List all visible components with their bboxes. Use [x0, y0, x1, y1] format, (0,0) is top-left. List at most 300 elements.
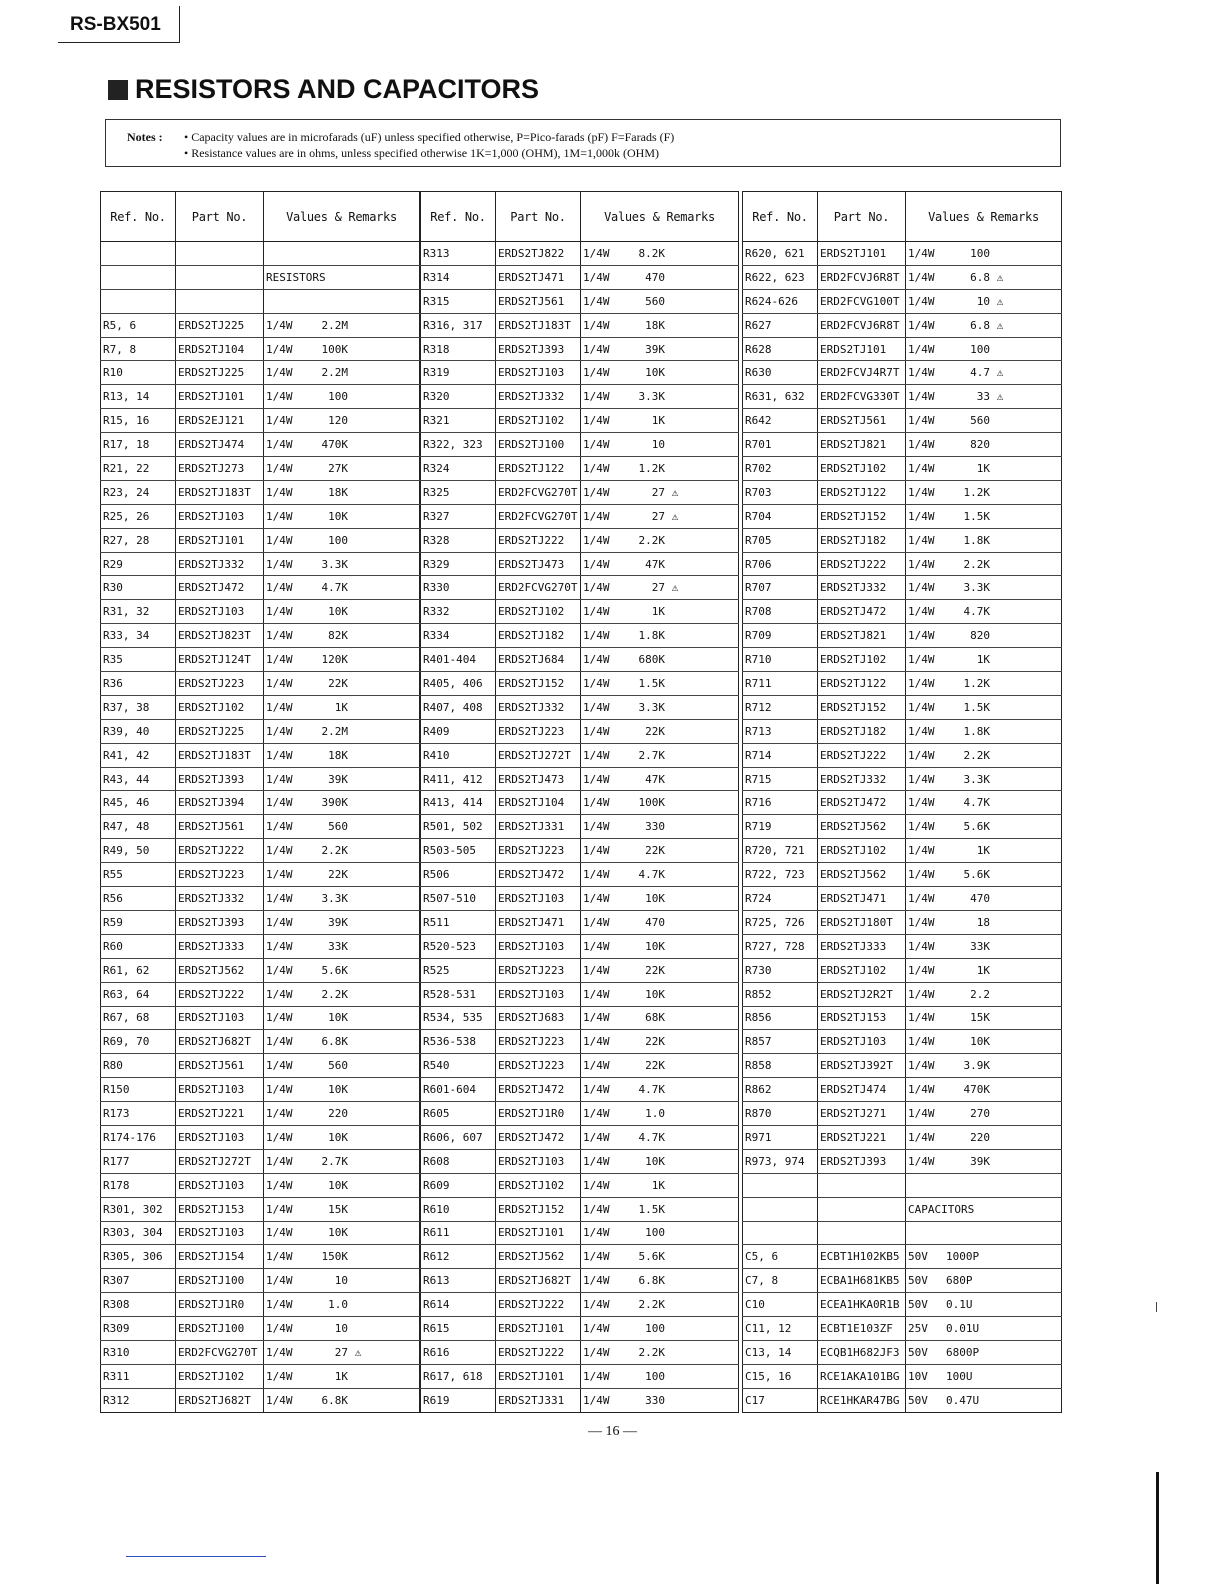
- part-no-cell: ERDS2TJ223: [176, 863, 264, 887]
- ref-no-cell: R409: [421, 719, 496, 743]
- values-cell: [581, 1078, 739, 1102]
- values-cell: [906, 791, 1062, 815]
- table-row: [743, 791, 1062, 815]
- part-no-cell: ERDS2TJ271: [818, 1102, 906, 1126]
- values-cell: [906, 1197, 1062, 1221]
- rating-value: 1/4W: [908, 796, 935, 810]
- rating-value: 1/4W: [583, 438, 610, 452]
- group-heading: RESISTORS: [266, 270, 326, 284]
- rating-value: 1/4W: [266, 1107, 293, 1120]
- table-row: [421, 1245, 739, 1269]
- table-row: [101, 1293, 420, 1317]
- values-cell: [581, 409, 739, 433]
- part-no-cell: ERDS2TJ332: [818, 767, 906, 791]
- component-value: 1.5K: [963, 509, 990, 523]
- values-cell: [906, 576, 1062, 600]
- ref-no-cell: R622, 623: [743, 265, 818, 289]
- values-cell: [906, 1317, 1062, 1341]
- rating-value: 1/4W: [908, 748, 935, 762]
- ref-no-cell: [743, 1173, 818, 1197]
- rating-value: 1/4W: [908, 246, 935, 260]
- rating-value: 1/4W: [266, 1059, 293, 1073]
- ref-no-cell: R730: [743, 958, 818, 982]
- part-no-cell: ERDS2TJ102: [496, 409, 581, 433]
- values-cell: [264, 1388, 420, 1412]
- component-value: 1K: [651, 605, 665, 619]
- rating-value: 1/4W: [583, 1154, 610, 1168]
- component-value: 220: [970, 1130, 990, 1144]
- part-no-cell: ERDS2TJ101: [496, 1364, 581, 1388]
- table-row: [101, 600, 420, 624]
- table-row: [421, 576, 739, 600]
- ref-no-cell: C10: [743, 1293, 818, 1317]
- values-cell: [906, 1173, 1062, 1197]
- part-no-cell: ERDS2TJ682T: [176, 1388, 264, 1412]
- values-cell: [906, 982, 1062, 1006]
- values-cell: [581, 934, 739, 958]
- rating-value: 1/4W: [908, 653, 935, 667]
- component-value: 1.0: [645, 1107, 665, 1120]
- rating-value: 1/4W: [266, 963, 293, 977]
- component-value: 150K: [321, 1250, 348, 1264]
- component-value: 2.2K: [321, 987, 348, 1001]
- component-value: 22K: [328, 868, 348, 882]
- table-row: [421, 385, 739, 409]
- part-no-cell: ERDS2TJ561: [176, 1054, 264, 1078]
- values-cell: [906, 409, 1062, 433]
- component-value: 2.2K: [963, 557, 990, 571]
- ref-no-cell: R503-505: [421, 839, 496, 863]
- part-no-cell: ERDS2TJ223: [176, 672, 264, 696]
- ref-no-cell: R413, 414: [421, 791, 496, 815]
- table-row: [743, 624, 1062, 648]
- rating-value: 1/4W: [583, 820, 610, 834]
- table-row: [743, 1221, 1062, 1245]
- rating-value: 1/4W: [583, 318, 610, 332]
- rating-value: 1/4W: [266, 605, 293, 619]
- component-value: 0.47U: [946, 1393, 980, 1407]
- ref-no-cell: R520-523: [421, 934, 496, 958]
- values-cell: [906, 1269, 1062, 1293]
- rating-value: 1/4W: [583, 1298, 610, 1312]
- component-value: 39K: [328, 915, 348, 929]
- ref-no-cell: R614: [421, 1293, 496, 1317]
- values-cell: [906, 385, 1062, 409]
- table-row: [421, 528, 739, 552]
- part-no-cell: ERDS2TJ104: [176, 337, 264, 361]
- rating-value: 1/4W: [583, 1107, 610, 1120]
- table-row: [743, 887, 1062, 911]
- values-cell: [906, 1245, 1062, 1269]
- part-no-cell: ERDS2TJ1R0: [176, 1293, 264, 1317]
- rating-value: 1/4W: [908, 605, 935, 619]
- component-value: 33K: [970, 939, 990, 953]
- component-value: 47K: [645, 557, 665, 571]
- ref-no-cell: R15, 16: [101, 409, 176, 433]
- values-cell: [581, 719, 739, 743]
- table-row: [743, 1364, 1062, 1388]
- component-value: 18K: [328, 748, 348, 762]
- ref-no-cell: R47, 48: [101, 815, 176, 839]
- ref-no-cell: R507-510: [421, 887, 496, 911]
- values-cell: [906, 719, 1062, 743]
- section-square-icon: [108, 80, 128, 100]
- table-row: [101, 958, 420, 982]
- part-no-cell: ERDS2TJ393: [176, 767, 264, 791]
- values-cell: [264, 552, 420, 576]
- rating-value: 1/4W: [266, 557, 293, 571]
- ref-no-cell: R619: [421, 1388, 496, 1412]
- parts-column-2: [420, 191, 739, 1413]
- component-value: 560: [970, 414, 990, 428]
- rating-value: 1/4W: [583, 939, 610, 953]
- table-row: [743, 242, 1062, 266]
- table-row: [421, 337, 739, 361]
- table-row: [421, 1317, 739, 1341]
- component-value: 27: [651, 581, 665, 595]
- ref-no-cell: R332: [421, 600, 496, 624]
- part-no-cell: ERDS2TJ183T: [496, 313, 581, 337]
- table-row: [421, 1340, 739, 1364]
- ref-no-cell: R63, 64: [101, 982, 176, 1006]
- table-row: [421, 934, 739, 958]
- values-cell: [581, 1293, 739, 1317]
- part-no-cell: [176, 265, 264, 289]
- safety-warning-icon: ⚠: [671, 581, 679, 595]
- part-no-cell: ERDS2TJ102: [818, 648, 906, 672]
- values-cell: [264, 934, 420, 958]
- values-cell: [906, 1364, 1062, 1388]
- rating-value: 1/4W: [266, 1393, 293, 1407]
- values-cell: [264, 1149, 420, 1173]
- ref-no-cell: R701: [743, 433, 818, 457]
- part-no-cell: ERDS2TJ103: [176, 1173, 264, 1197]
- rating-value: 1/4W: [908, 772, 935, 786]
- part-no-cell: ERDS2TJ103: [176, 600, 264, 624]
- table-row: [101, 743, 420, 767]
- component-value: 27: [651, 485, 665, 499]
- table-row: [421, 1221, 739, 1245]
- component-value: 1.8K: [963, 533, 990, 547]
- part-no-cell: ERDS2TJ333: [818, 934, 906, 958]
- ref-no-cell: R642: [743, 409, 818, 433]
- rating-value: 50V: [908, 1274, 928, 1288]
- values-cell: [906, 1221, 1062, 1245]
- part-no-cell: ERDS2TJ101: [818, 337, 906, 361]
- rating-value: 1/4W: [266, 438, 293, 452]
- table-row: [421, 313, 739, 337]
- values-cell: [264, 1173, 420, 1197]
- ref-no-cell: R25, 26: [101, 504, 176, 528]
- part-no-cell: ERDS2TJ821: [818, 624, 906, 648]
- table-row: [101, 1221, 420, 1245]
- values-cell: [906, 743, 1062, 767]
- values-cell: [906, 624, 1062, 648]
- ref-no-cell: R727, 728: [743, 934, 818, 958]
- table-row: [743, 1293, 1062, 1317]
- component-value: 4.7K: [321, 581, 348, 595]
- ref-no-cell: R704: [743, 504, 818, 528]
- rating-value: 1/4W: [908, 1130, 935, 1144]
- ref-no-cell: R45, 46: [101, 791, 176, 815]
- table-row: [743, 1125, 1062, 1149]
- table-row: [743, 313, 1062, 337]
- part-no-cell: ERDS2TJ122: [818, 672, 906, 696]
- component-value: 10K: [645, 939, 665, 953]
- safety-warning-icon: ⚠: [996, 294, 1004, 308]
- component-value: 5.6K: [963, 820, 990, 834]
- component-value: 1.0: [328, 1298, 348, 1312]
- component-value: 680K: [638, 653, 665, 667]
- component-value: 4.7K: [963, 605, 990, 619]
- component-value: 1K: [976, 461, 990, 475]
- header-ref-no: Ref. No.: [421, 192, 496, 242]
- table-row: [101, 457, 420, 481]
- rating-value: 1/4W: [583, 533, 610, 547]
- values-cell: [581, 1149, 739, 1173]
- part-no-cell: ERDS2TJ223: [496, 719, 581, 743]
- values-cell: [581, 1317, 739, 1341]
- rating-value: 1/4W: [583, 724, 610, 738]
- table-row: [101, 1197, 420, 1221]
- part-no-cell: ERDS2TJ102: [496, 1173, 581, 1197]
- rating-value: 1/4W: [583, 796, 610, 810]
- part-no-cell: ERD2FCVG330T: [818, 385, 906, 409]
- rating-value: 1/4W: [266, 390, 293, 404]
- ref-no-cell: R59: [101, 910, 176, 934]
- rating-value: 1/4W: [583, 294, 610, 308]
- values-cell: [906, 528, 1062, 552]
- ref-no-cell: R724: [743, 887, 818, 911]
- rating-value: 1/4W: [583, 605, 610, 619]
- part-no-cell: ERDS2TJ393: [496, 337, 581, 361]
- table-row: [101, 910, 420, 934]
- values-cell: [264, 767, 420, 791]
- component-value: 6800P: [946, 1345, 980, 1359]
- ref-no-cell: R405, 406: [421, 672, 496, 696]
- part-no-cell: ERDS2TJ332: [176, 552, 264, 576]
- part-no-cell: ERDS2TJ223: [496, 1054, 581, 1078]
- rating-value: 1/4W: [583, 270, 610, 284]
- part-no-cell: ERDS2TJ393: [818, 1149, 906, 1173]
- part-no-cell: ERDS2TJ474: [176, 433, 264, 457]
- component-value: 2.2K: [963, 748, 990, 762]
- rating-value: 1/4W: [266, 772, 293, 786]
- component-value: 470K: [321, 438, 348, 452]
- ref-no-cell: R605: [421, 1102, 496, 1126]
- part-no-cell: ERDS2TJ122: [496, 457, 581, 481]
- rating-value: 1/4W: [266, 724, 293, 738]
- table-row: [743, 743, 1062, 767]
- part-no-cell: ERDS2TJ103: [176, 1125, 264, 1149]
- ref-no-cell: R715: [743, 767, 818, 791]
- component-value: 6.8K: [638, 1274, 665, 1288]
- ref-no-cell: R329: [421, 552, 496, 576]
- ref-no-cell: R610: [421, 1197, 496, 1221]
- ref-no-cell: R318: [421, 337, 496, 361]
- ref-no-cell: R707: [743, 576, 818, 600]
- values-cell: [264, 528, 420, 552]
- component-value: 10K: [645, 366, 665, 380]
- values-cell: [264, 1006, 420, 1030]
- values-cell: [264, 1197, 420, 1221]
- ref-no-cell: R315: [421, 289, 496, 313]
- rating-value: 1/4W: [583, 676, 610, 690]
- table-row: [421, 695, 739, 719]
- rating-value: 1/4W: [266, 629, 293, 643]
- component-value: 10: [334, 1274, 348, 1288]
- section-title: [108, 74, 539, 105]
- table-row: [101, 982, 420, 1006]
- values-cell: [581, 1054, 739, 1078]
- ref-no-cell: R702: [743, 457, 818, 481]
- rating-value: 1/4W: [583, 915, 610, 929]
- table-row: [743, 1173, 1062, 1197]
- rating-value: 1/4W: [908, 820, 935, 834]
- values-cell: [581, 1173, 739, 1197]
- values-cell: [264, 1078, 420, 1102]
- ref-no-cell: R27, 28: [101, 528, 176, 552]
- rating-value: 1/4W: [583, 581, 610, 595]
- values-cell: [264, 1125, 420, 1149]
- table-row: [421, 504, 739, 528]
- component-value: 10K: [645, 891, 665, 905]
- table-row: [101, 1317, 420, 1341]
- rating-value: 1/4W: [266, 939, 293, 953]
- part-no-cell: ERDS2TJ103: [496, 934, 581, 958]
- ref-no-cell: R177: [101, 1149, 176, 1173]
- ref-no-cell: R407, 408: [421, 695, 496, 719]
- component-value: 27K: [328, 461, 348, 475]
- part-no-cell: ERDS2TJ222: [176, 982, 264, 1006]
- rating-value: 1/4W: [908, 461, 935, 475]
- rating-value: 1/4W: [266, 1130, 293, 1144]
- part-no-cell: ERDS2TJ102: [176, 695, 264, 719]
- values-cell: [581, 480, 739, 504]
- safety-warning-icon: ⚠: [671, 485, 679, 499]
- component-value: 560: [328, 1059, 348, 1073]
- ref-no-cell: R312: [101, 1388, 176, 1412]
- rating-value: 1/4W: [583, 653, 610, 667]
- table-row: [421, 839, 739, 863]
- part-no-cell: ERDS2TJ473: [496, 767, 581, 791]
- part-no-cell: ERD2FCVG270T: [176, 1340, 264, 1364]
- component-value: 22K: [645, 724, 665, 738]
- rating-value: 1/4W: [266, 1178, 293, 1192]
- table-row: [743, 695, 1062, 719]
- part-no-cell: ERDS2TJ102: [818, 457, 906, 481]
- values-cell: [581, 1388, 739, 1412]
- ref-no-cell: R870: [743, 1102, 818, 1126]
- safety-warning-icon: ⚠: [354, 1345, 362, 1359]
- part-no-cell: ERDS2TJ182: [496, 624, 581, 648]
- rating-value: 1/4W: [266, 1083, 293, 1097]
- part-no-cell: ERDS2TJ332: [818, 576, 906, 600]
- ref-no-cell: R628: [743, 337, 818, 361]
- part-no-cell: ERDS2TJ682T: [496, 1269, 581, 1293]
- values-cell: [581, 791, 739, 815]
- notes-line-2: • Resistance values are in ohms, unless specified otherwise 1K=1,000 (OHM), 1M=1,000k (OHM): [184, 146, 659, 160]
- table-row: [421, 982, 739, 1006]
- part-no-cell: RCE1HKAR47BG: [818, 1388, 906, 1412]
- component-value: 5.6K: [963, 868, 990, 882]
- rating-value: 1/4W: [908, 891, 935, 905]
- part-no-cell: ERDS2TJ102: [818, 958, 906, 982]
- ref-no-cell: R35: [101, 648, 176, 672]
- component-value: 18: [976, 915, 990, 929]
- table-row: [743, 1317, 1062, 1341]
- table-row: [421, 289, 739, 313]
- rating-value: 1/4W: [908, 1154, 935, 1168]
- parts-table-3: [742, 191, 1062, 1413]
- rating-value: 1/4W: [583, 414, 610, 428]
- ref-no-cell: R616: [421, 1340, 496, 1364]
- notes-label: Notes :: [127, 130, 163, 144]
- table-row: [101, 1340, 420, 1364]
- rating-value: 1/4W: [266, 868, 293, 882]
- table-row: [101, 289, 420, 313]
- ref-no-cell: R328: [421, 528, 496, 552]
- values-cell: [264, 1030, 420, 1054]
- values-cell: [906, 648, 1062, 672]
- values-cell: [264, 624, 420, 648]
- rating-value: 1/4W: [266, 915, 293, 929]
- component-value: 22K: [645, 844, 665, 858]
- page-number: — 16 —: [588, 1424, 637, 1439]
- rating-value: 1/4W: [908, 485, 935, 499]
- table-row: [743, 385, 1062, 409]
- ref-no-cell: R178: [101, 1173, 176, 1197]
- part-no-cell: ERDS2EJ121: [176, 409, 264, 433]
- table-row: [421, 409, 739, 433]
- ref-no-cell: R709: [743, 624, 818, 648]
- ref-no-cell: R720, 721: [743, 839, 818, 863]
- values-cell: [581, 457, 739, 481]
- table-row: [101, 624, 420, 648]
- rating-value: 1/4W: [908, 366, 935, 380]
- rating-value: 50V: [908, 1345, 928, 1359]
- table-row: [421, 1102, 739, 1126]
- values-cell: [906, 457, 1062, 481]
- table-row: [421, 958, 739, 982]
- values-cell: [581, 552, 739, 576]
- table-row: [101, 1245, 420, 1269]
- header-ref-no: Ref. No.: [743, 192, 818, 242]
- rating-value: 25V: [908, 1322, 928, 1336]
- component-value: 1K: [334, 700, 348, 714]
- values-cell: [906, 958, 1062, 982]
- table-row: [421, 791, 739, 815]
- part-no-cell: ERDS2TJ152: [496, 672, 581, 696]
- values-cell: [264, 1293, 420, 1317]
- values-cell: [581, 289, 739, 313]
- component-value: 10K: [970, 1035, 990, 1049]
- values-cell: [581, 242, 739, 266]
- component-value: 10K: [328, 605, 348, 619]
- component-value: 47K: [645, 772, 665, 786]
- part-no-cell: RCE1AKA101BG: [818, 1364, 906, 1388]
- part-no-cell: [818, 1173, 906, 1197]
- ref-no-cell: R55: [101, 863, 176, 887]
- component-value: 27: [334, 1345, 348, 1359]
- values-cell: [581, 528, 739, 552]
- component-value: 2.2M: [321, 724, 348, 738]
- component-value: 3.3K: [963, 581, 990, 595]
- ref-no-cell: R13, 14: [101, 385, 176, 409]
- ref-no-cell: R311: [101, 1364, 176, 1388]
- component-value: 2.2: [970, 987, 990, 1001]
- table-row: [101, 863, 420, 887]
